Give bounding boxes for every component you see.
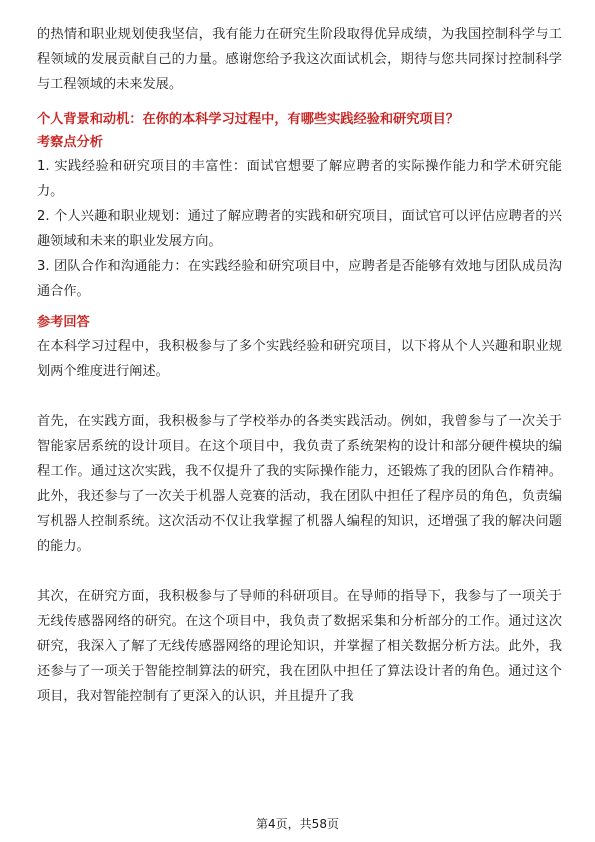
spacer — [37, 304, 562, 312]
page-content — [37, 22, 562, 709]
spacer — [37, 384, 562, 409]
question-heading: 个人背景和动机：在你的本科学习过程中，有哪些实践经验和研究项目？ — [37, 112, 459, 127]
analysis-heading: 考察点分析 — [37, 135, 103, 150]
answer-paragraph-2: 首先，在实践方面，我积极参与了学校举办的各类实践活动。例如，我曾参与了一次关于智能家居系统的设计项目。在这个项目中，我负责了系统架构的设计和部分硬件模块的编程工作。通过这次实践，我不仅提升了我的实际操作能力，还锻炼了我的团队合作精神。此外，我还参与了一次关于机器人竞赛的活动，我在团队中担任了程序员的角色，负责编写机器人控制系统。这次活动不仅让我掌握了机器人编程的知识，还增强了我的解决问题的能力。 — [37, 414, 562, 554]
intro-paragraph: 的热情和职业规划使我坚信，我有能力在研究生阶段取得优异成绩，为我国控制科学与工程领域的发展贡献自己的力量。感谢您给予我这次面试机会，期待与您共同探讨控制科学与工程领域的未来发展。 — [37, 27, 562, 92]
analysis-point-1: 1. 实践经验和研究项目的丰富性：面试官想要了解应聘者的实际操作能力和学术研究能力。 — [37, 159, 562, 199]
spacer — [37, 559, 562, 584]
spacer — [37, 97, 562, 107]
analysis-point-3: 3. 团队合作和沟通能力：在实践经验和研究项目中，应聘者是否能够有效地与团队成员沟通合作。 — [37, 259, 562, 299]
answer-paragraph-3: 其次，在研究方面，我积极参与了导师的科研项目。在导师的指导下，我参与了一项关于无线传感器网络的研究。在这个项目中，我负责了数据采集和分析部分的工作。通过这次研究，我深入了解了无线传感器网络的理论知识，并掌握了相关数据分析方法。此外，我还参与了一项关于智能控制算法的研究，我在团队中担任了算法设计者的角色。通过这个项目，我对智能控制有了更深入的认识，并且提升了我 — [37, 589, 562, 704]
answer-paragraph-1: 在本科学习过程中，我积极参与了多个实践经验和研究项目，以下将从个人兴趣和职业规划两个维度进行阐述。 — [37, 339, 562, 379]
page-number-footer: 第4页，共58页 — [256, 817, 339, 831]
answer-heading: 参考回答 — [37, 315, 90, 330]
analysis-point-2: 2. 个人兴趣和职业规划：通过了解应聘者的实践和研究项目，面试官可以评估应聘者的兴趣领域和未来的职业发展方向。 — [37, 209, 562, 249]
